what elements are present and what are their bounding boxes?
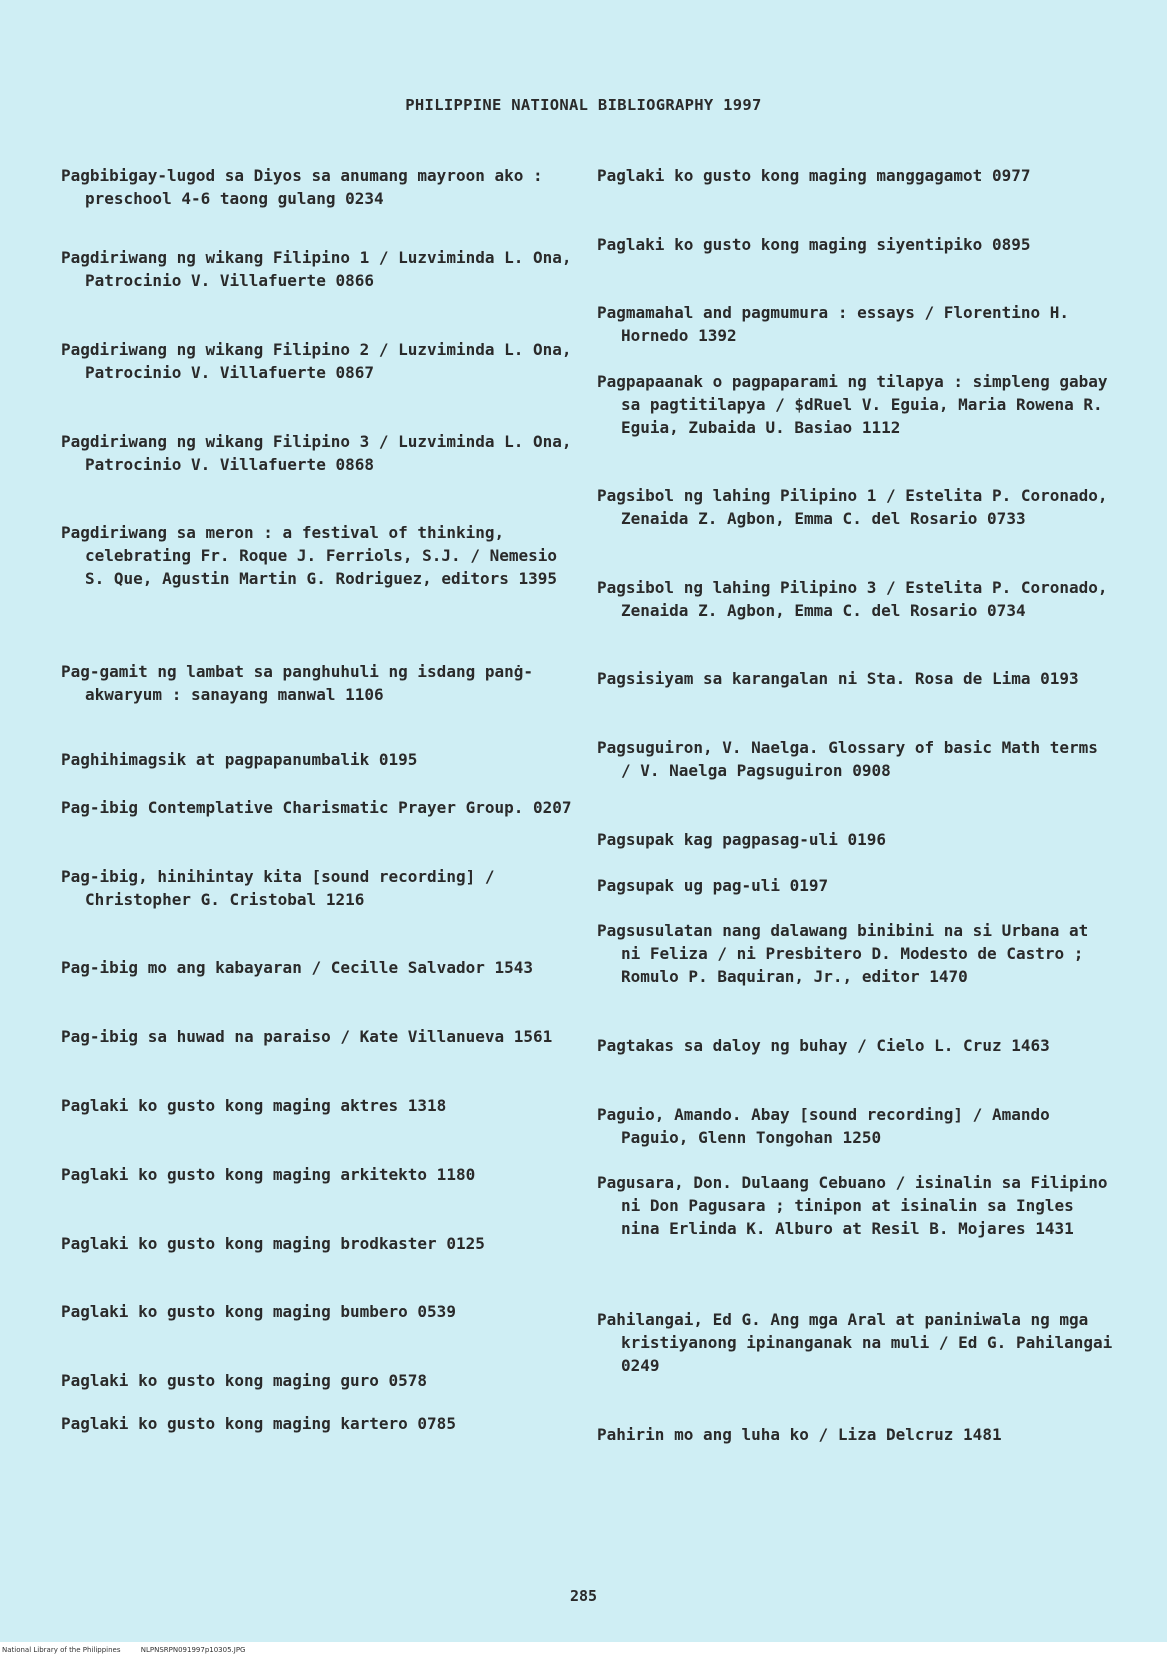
bibliography-entry: Paglaki ko gusto kong maging aktres 1318: [61, 1096, 447, 1115]
bibliography-entry: Pagdiriwang ng wikang Filipino 3 / Luzviminda L. Ona, Patrocinio V. Villafuerte 0868: [61, 432, 572, 474]
bibliography-entry: Pagsupak kag pagpasag-uli 0196: [597, 830, 886, 849]
bibliography-entry: Pagsisiyam sa karangalan ni Sta. Rosa de Lima 0193: [597, 669, 1079, 688]
bibliography-entry: Paglaki ko gusto kong maging arkitekto 1180: [61, 1165, 476, 1184]
bibliography-entry: Pag-ibig Contemplative Charismatic Prayer Group. 0207: [61, 798, 572, 817]
bibliography-entry: Paglaki ko gusto kong maging brodkaster 0125: [61, 1234, 485, 1253]
bibliography-entry: Pagtakas sa daloy ng buhay / Cielo L. Cruz 1463: [597, 1036, 1050, 1055]
bibliography-entry: Pag-ibig mo ang kabayaran / Cecille Salvador 1543: [61, 958, 534, 977]
bibliography-entry: Pagsuguiron, V. Naelga. Glossary of basic Math terms / V. Naelga Pagsuguiron 0908: [597, 738, 1098, 780]
library-name: National Library of the Philippines: [2, 1646, 121, 1654]
bibliography-entry: Pagdiriwang sa meron : a festival of thinking, celebrating Fr. Roque J. Ferriols, S.J. / Nemesio S. Que, Agustin Martin G. Rodriguez, editors 1395: [61, 523, 558, 588]
page-title: PHILIPPINE NATIONAL BIBLIOGRAPHY 1997: [405, 96, 762, 114]
bibliography-entry: Pahirin mo ang luha ko / Liza Delcruz 1481: [597, 1425, 1002, 1444]
scan-info-strip: [0, 1642, 1167, 1658]
bibliography-entry: Paglaki ko gusto kong maging bumbero 0539: [61, 1302, 456, 1321]
bibliography-entry: Pahilangai, Ed G. Ang mga Aral at paniniwala ng mga kristiyanong ipinanganak na muli / Ed G. Pahilangai 0249: [597, 1310, 1113, 1375]
bibliography-entry: Paglaki ko gusto kong maging guro 0578: [61, 1371, 428, 1390]
page-number: 285: [569, 1587, 598, 1605]
bibliography-entry: Paguio, Amando. Abay [sound recording] / Amando Paguio, Glenn Tongohan 1250: [597, 1105, 1050, 1147]
file-name: NLPNSRPN091997p10305.JPG: [140, 1646, 246, 1654]
bibliography-entry: Paglaki ko gusto kong maging siyentipiko 0895: [597, 235, 1031, 254]
bibliography-entry: Pagsibol ng lahing Pilipino 3 / Estelita P. Coronado, Zenaida Z. Agbon, Emma C. del Rosario 0734: [597, 578, 1108, 620]
bibliography-entry: Pag-gamit ng lambat sa panghuhuli ng isdang panġ-akwaryum : sanayang manwal 1106: [61, 662, 534, 704]
bibliography-entry: Paglaki ko gusto kong maging manggagamot 0977: [597, 166, 1031, 185]
bibliography-entry: Pagsusulatan nang dalawang binibini na si Urbana at ni Feliza / ni Presbitero D. Modesto de Castro ; Romulo P. Baquiran, Jr., editor 1470: [597, 921, 1089, 986]
bibliography-entry: Pagpapaanak o pagpaparami ng tilapya : simpleng gabay sa pagtitilapya / $dRuel V. Eguia, Maria Rowena R. Eguia, Zubaida U. Basiao 1112: [597, 372, 1108, 437]
bibliography-entry: Pagdiriwang ng wikang Filipino 2 / Luzviminda L. Ona, Patrocinio V. Villafuerte 0867: [61, 340, 572, 382]
bibliography-entry: Pag-ibig sa huwad na paraiso / Kate Villanueva 1561: [61, 1027, 553, 1046]
bibliography-entry: Pag-ibig, hinihintay kita [sound recording] / Christopher G. Cristobal 1216: [61, 867, 495, 909]
bibliography-entry: Pagsupak ug pag-uli 0197: [597, 876, 829, 895]
bibliography-entry: Pagsibol ng lahing Pilipino 1 / Estelita P. Coronado, Zenaida Z. Agbon, Emma C. del Rosario 0733: [597, 486, 1108, 528]
bibliography-entry: Paglaki ko gusto kong maging kartero 0785: [61, 1414, 456, 1433]
bibliography-entry: Paghihimagsik at pagpapanumbalik 0195: [61, 750, 418, 769]
bibliography-entry: Pagbibigay-lugod sa Diyos sa anumang mayroon ako : preschool 4-6 taong gulang 0234: [61, 166, 543, 208]
bibliography-entry: Pagusara, Don. Dulaang Cebuano / isinalin sa Filipino ni Don Pagusara ; tinipon at isinalin sa Ingles nina Erlinda K. Alburo at Resil B. Mojares 1431: [597, 1173, 1108, 1238]
bibliography-entry: Pagdiriwang ng wikang Filipino 1 / Luzviminda L. Ona, Patrocinio V. Villafuerte 0866: [61, 248, 572, 290]
bibliography-entry: Pagmamahal and pagmumura : essays / Florentino H. Hornedo 1392: [597, 303, 1070, 345]
